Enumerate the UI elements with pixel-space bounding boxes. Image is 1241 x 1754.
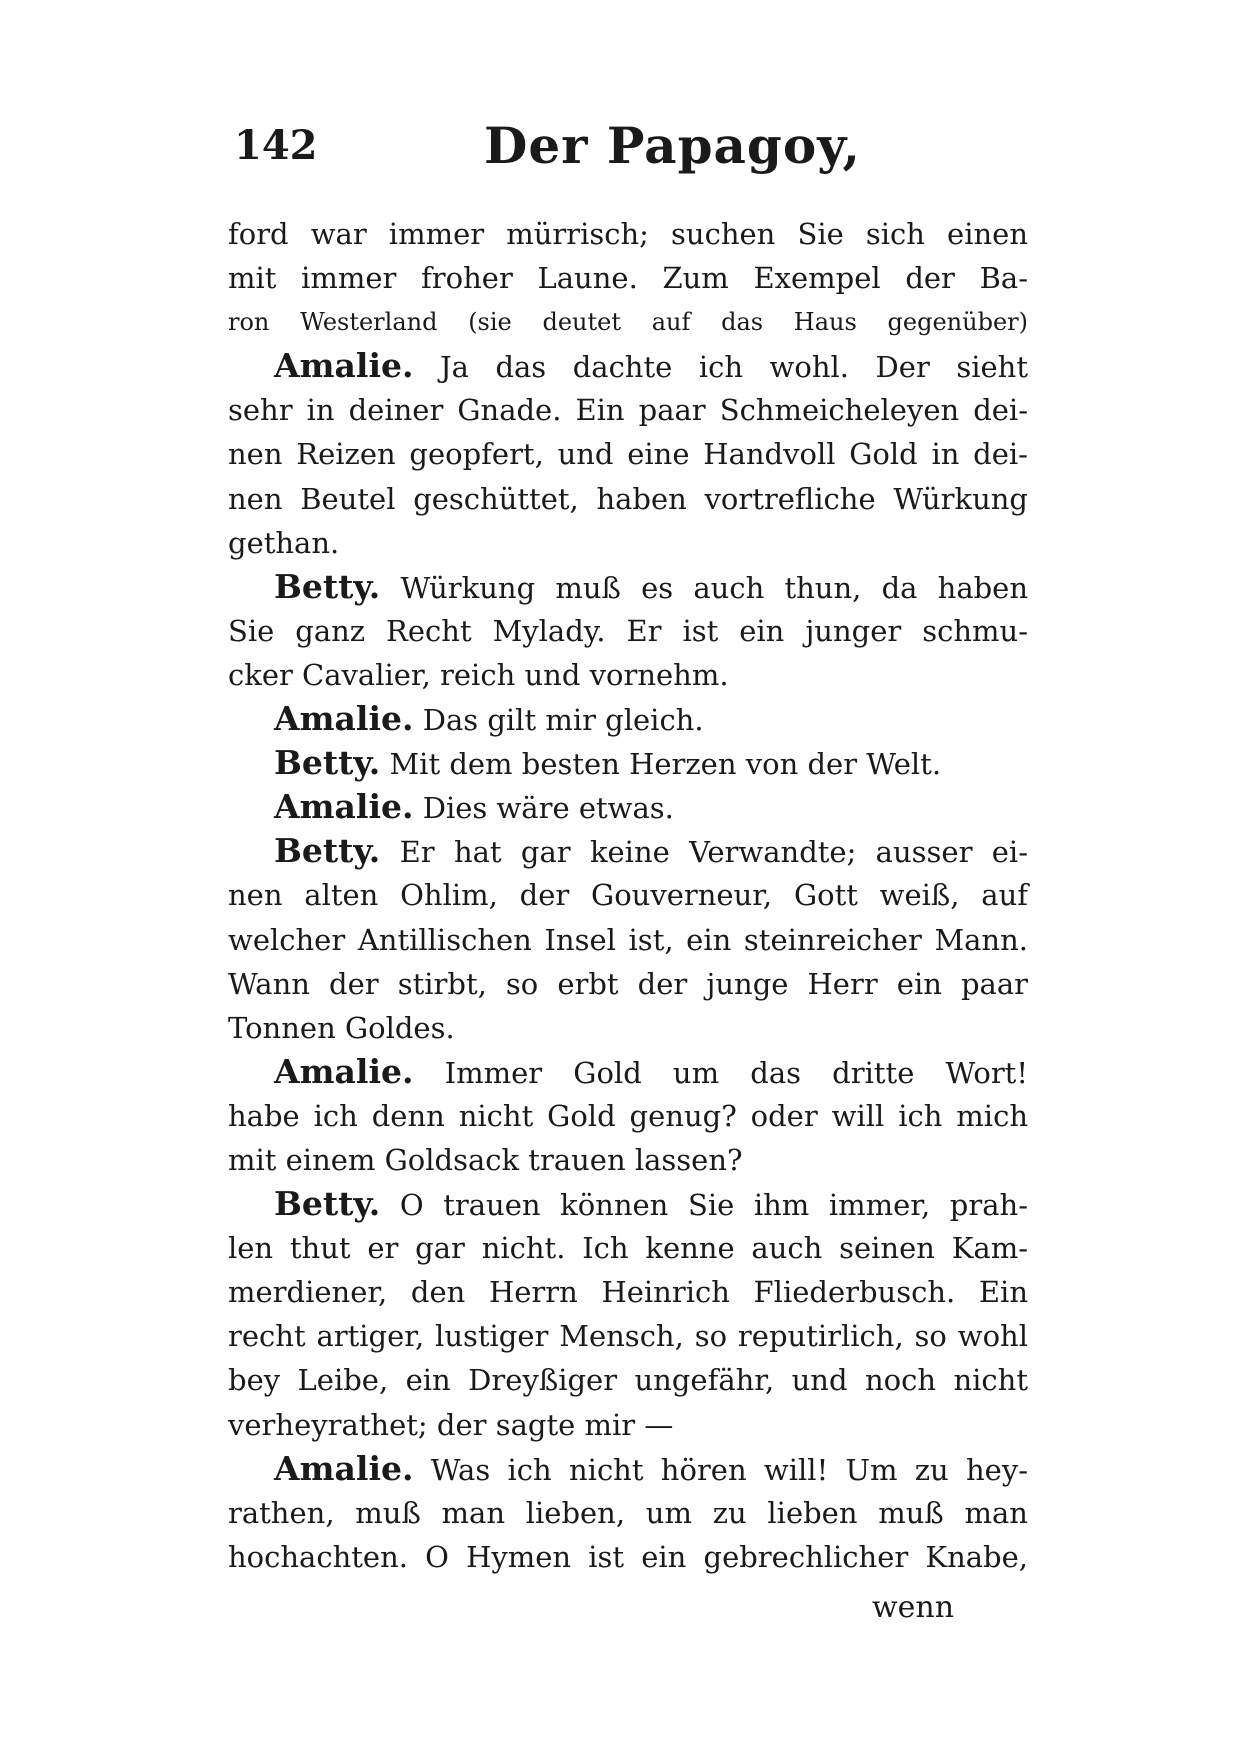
- line-text: verheyrathet; der sagte mir —: [228, 1407, 674, 1442]
- text-line: [228, 1270, 1028, 1314]
- text-line: [228, 697, 1028, 741]
- text-line: [228, 962, 1028, 1006]
- text-line: [228, 1491, 1028, 1535]
- text-line: [228, 1403, 1028, 1447]
- running-title: Der Papagoy,: [484, 116, 861, 175]
- line-text: recht artiger, lustiger Mensch, so reputirlich, so wohl: [228, 1319, 1028, 1354]
- speaker-name: Amalie.: [274, 1051, 414, 1091]
- line-text: ron Westerland (sie deutet auf das Haus gegenüber): [228, 308, 1028, 337]
- page-number: 142: [234, 122, 318, 169]
- text-line: [228, 477, 1028, 521]
- line-text: nen alten Ohlim, der Gouverneur, Gott weiß, auf: [228, 878, 1028, 913]
- text-line: [228, 300, 1028, 344]
- line-text: welcher Antillischen Insel ist, ein steinreicher Mann.: [228, 922, 1028, 957]
- catchword: wenn: [872, 1590, 955, 1625]
- text-line: [228, 1226, 1028, 1270]
- line-text: O trauen können Sie ihm immer, prah-: [399, 1188, 1028, 1223]
- text-line: [228, 741, 1028, 785]
- text-line: [228, 1314, 1028, 1358]
- text-line: [228, 1094, 1028, 1138]
- line-text: ford war immer mürrisch; suchen Sie sich einen: [228, 217, 1028, 251]
- text-line: [228, 521, 1028, 565]
- text-line: [228, 1447, 1028, 1491]
- speaker-name: Amalie.: [274, 1448, 414, 1488]
- line-text: Mit dem besten Herzen von der Welt.: [389, 747, 942, 782]
- text-line: [228, 1358, 1028, 1402]
- line-text: Dies wäre etwas.: [422, 791, 674, 826]
- line-text: bey Leibe, ein Dreyßiger ungefähr, und noch nicht: [228, 1363, 1028, 1398]
- line-text: Würkung muß es auch thun, da haben: [400, 570, 1029, 605]
- line-text: hochachten. O Hymen ist ein gebrechlicher Knabe,: [228, 1539, 1028, 1574]
- text-line: [228, 1138, 1028, 1182]
- text-line: [228, 1006, 1028, 1050]
- text-line: [228, 432, 1028, 476]
- text-line: [228, 829, 1028, 873]
- text-line: [228, 785, 1028, 829]
- text-line: [228, 873, 1028, 917]
- text-line: [228, 388, 1028, 432]
- line-text: gethan.: [228, 525, 340, 560]
- text-line: [228, 918, 1028, 962]
- line-text: Sie ganz Recht Mylady. Er ist ein junger schmu-: [228, 613, 1028, 648]
- text-line: [228, 1182, 1028, 1226]
- text-line: [228, 653, 1028, 697]
- line-text: nen Reizen geopfert, und eine Handvoll Gold in dei-: [228, 437, 1028, 472]
- speaker-name: Amalie.: [274, 787, 414, 827]
- line-text: habe ich denn nicht Gold genug? oder will ich mich: [228, 1098, 1028, 1133]
- text-line: [228, 256, 1028, 300]
- line-text: nen Beutel geschüttet, haben vortrefliche Würkung: [228, 481, 1028, 516]
- text-line: [228, 565, 1028, 609]
- line-text: Das gilt mir gleich.: [422, 703, 704, 738]
- line-text: merdiener, den Herrn Heinrich Fliederbusch. Ein: [228, 1275, 1028, 1310]
- text-line: [228, 212, 1028, 256]
- text-line: [228, 1050, 1028, 1094]
- text-line: [228, 609, 1028, 653]
- line-text: len thut er gar nicht. Ich kenne auch seinen Kam-: [228, 1231, 1028, 1266]
- line-text: rathen, muß man lieben, um zu lieben muß man: [228, 1495, 1028, 1530]
- line-text: Was ich nicht hören will! Um zu hey-: [430, 1452, 1029, 1487]
- line-text: Ja das dachte ich wohl. Der sieht: [440, 350, 1028, 385]
- line-text: sehr in deiner Gnade. Ein paar Schmeicheleyen dei-: [228, 393, 1028, 428]
- line-text: cker Cavalier, reich und vornehm.: [228, 657, 729, 692]
- body-text: [228, 212, 1028, 1579]
- speaker-name: Betty.: [274, 743, 381, 783]
- line-text: mit einem Goldsack trauen lassen?: [228, 1142, 743, 1177]
- line-text: Tonnen Goldes.: [228, 1010, 455, 1045]
- line-text: Immer Gold um das dritte Wort!: [444, 1055, 1028, 1090]
- page-header: [234, 116, 1034, 192]
- speaker-name: Amalie.: [274, 699, 414, 739]
- speaker-name: Amalie.: [274, 346, 414, 386]
- line-text: Er hat gar keine Verwandte; ausser ei-: [399, 835, 1029, 870]
- speaker-name: Betty.: [274, 831, 381, 871]
- speaker-name: Betty.: [274, 1184, 381, 1224]
- line-text: Wann der stirbt, so erbt der junge Herr ein paar: [228, 966, 1028, 1001]
- line-text: mit immer froher Laune. Zum Exempel der Ba-: [228, 261, 1028, 296]
- text-line: [228, 344, 1028, 388]
- text-line: [228, 1535, 1028, 1579]
- speaker-name: Betty.: [274, 566, 381, 606]
